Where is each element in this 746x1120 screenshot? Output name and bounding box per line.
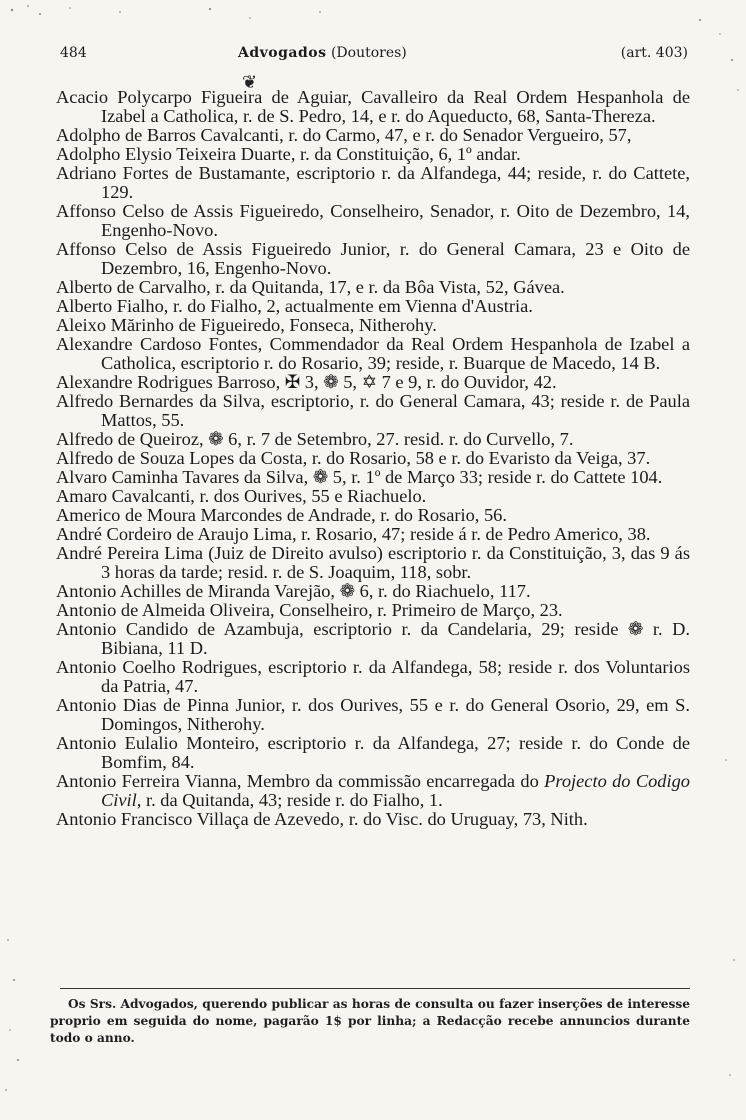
footnote-notice: Os Srs. Advogados, querendo publicar as horas de consulta ou fazer inserções de interesse proprio em seguida do nome, pagarão 1$ por linha; a Redacção recebe annuncios durante todo o anno. — [50, 997, 690, 1045]
entry-text: Antonio Ferreira Vianna, Membro da commissão encarregada do — [56, 771, 545, 791]
list-item: Antonio Candido de Azambuja, escriptorio r. da Candelaria, 29; reside ❁ r. D. Bibiana, 11 D. — [56, 619, 690, 658]
list-item: Alfredo Bernardes da Silva, escriptorio, r. do General Camara, 43; reside r. de Paula Mattos, 55. — [56, 391, 690, 430]
list-item: Adolpho de Barros Cavalcanti, r. do Carmo, 47, e r. do Senador Vergueiro, 57, — [56, 125, 632, 145]
list-item: Antonio Achilles de Miranda Varejão, ❁ 6, r. do Riachuelo, 117. — [56, 581, 531, 601]
list-item: Antonio Francisco Villaça de Azevedo, r. do Visc. do Uruguay, 73, Nith. — [56, 809, 588, 829]
entry-italic-title: Projecto do Codigo Civil — [101, 771, 690, 810]
list-item: Adriano Fortes de Bustamante, escriptorio r. da Alfandega, 44; reside, r. do Cattete, 129. — [56, 163, 690, 202]
list-item: Alfredo de Souza Lopes da Costa, r. do Rosario, 58 e r. do Evaristo da Veiga, 37. — [56, 448, 651, 468]
list-item: Amaro Cavalcanti, r. dos Ourives, 55 e Riachuelo. — [56, 486, 427, 506]
list-item: Americo de Moura Marcondes de Andrade, r. do Rosario, 56. — [56, 505, 507, 525]
list-item: Affonso Celso de Assis Figueiredo, Conselheiro, Senador, r. Oito de Dezembro, 14, Engenho-Novo. — [56, 201, 690, 240]
list-item: Antonio Eulalio Monteiro, escriptorio r. da Alfandega, 27; reside r. do Conde de Bomfim, 84. — [56, 733, 690, 772]
printer-ornament-icon: ❦ — [242, 72, 258, 93]
list-item: Aleixo Mărinho de Figueiredo, Fonseca, Nitherohy. — [56, 315, 437, 335]
list-item: Affonso Celso de Assis Figueiredo Junior, r. do General Camara, 23 e Oito de Dezembro, 16, Engenho-Novo. — [56, 239, 690, 278]
lawyer-list — [56, 88, 690, 829]
section-subtitle: (Doutores) — [330, 45, 407, 61]
list-item: Antonio de Almeida Oliveira, Conselheiro, r. Primeiro de Março, 23. — [56, 600, 563, 620]
page-number: 484 — [60, 45, 87, 61]
list-item: Alberto Fialho, r. do Fialho, 2, actualmente em Vienna d'Austria. — [56, 296, 533, 316]
list-item: Alvaro Caminha Tavares da Silva, ❁ 5, r. 1º de Março 33; reside r. do Cattete 104. — [56, 467, 663, 487]
list-item: Alberto de Carvalho, r. da Quitanda, 17, e r. da Bôa Vista, 52, Gávea. — [56, 277, 565, 297]
list-item: Antonio Dias de Pinna Junior, r. dos Ourives, 55 e r. do General Osorio, 29, em S. Domingos, Nitherohy. — [56, 695, 690, 734]
list-item: André Pereira Lima (Juiz de Direito avulso) escriptorio r. da Constituição, 3, das 9 ás 3 horas da tarde; resid. r. de S. Joaquim, 118, sobr. — [56, 543, 690, 582]
list-item: Alfredo de Queiroz, ❁ 6, r. 7 de Setembro, 27. resid. r. do Curvello, 7. — [56, 429, 574, 449]
list-item: André Cordeiro de Araujo Lima, r. Rosario, 47; reside á r. de Pedro Americo, 38. — [56, 524, 651, 544]
footnote-divider — [60, 988, 690, 989]
running-title — [238, 44, 407, 62]
section-title: Advogados — [238, 45, 327, 61]
entry-text: , r. da Quitanda, 43; reside r. do Fialho, 1. — [136, 790, 443, 810]
list-item: Antonio Coelho Rodrigues, escriptorio r. da Alfandega, 58; reside r. dos Voluntarios da Patria, 47. — [56, 657, 690, 696]
list-item: Adolpho Elysio Teixeira Duarte, r. da Constituição, 6, 1º andar. — [56, 144, 521, 164]
list-item: Alexandre Rodrigues Barroso, ✠ 3, ❁ 5, ✡ 7 e 9, r. do Ouvidor, 42. — [56, 372, 557, 392]
list-item: Alexandre Cardoso Fontes, Commendador da Real Ordem Hespanhola de Izabel a Catholica, escriptorio r. do Rosario, 39; reside, r. Buarque de Macedo, 14 B. — [56, 334, 690, 373]
list-item — [56, 772, 690, 810]
list-item: Acacio Polycarpo Figueira de Aguiar, Cavalleiro da Real Ordem Hespanhola de Izabel a Catholica, r. de S. Pedro, 14, e r. do Aqueducto, 68, Santa-Thereza. — [56, 87, 690, 126]
article-reference: (art. 403) — [620, 45, 688, 61]
